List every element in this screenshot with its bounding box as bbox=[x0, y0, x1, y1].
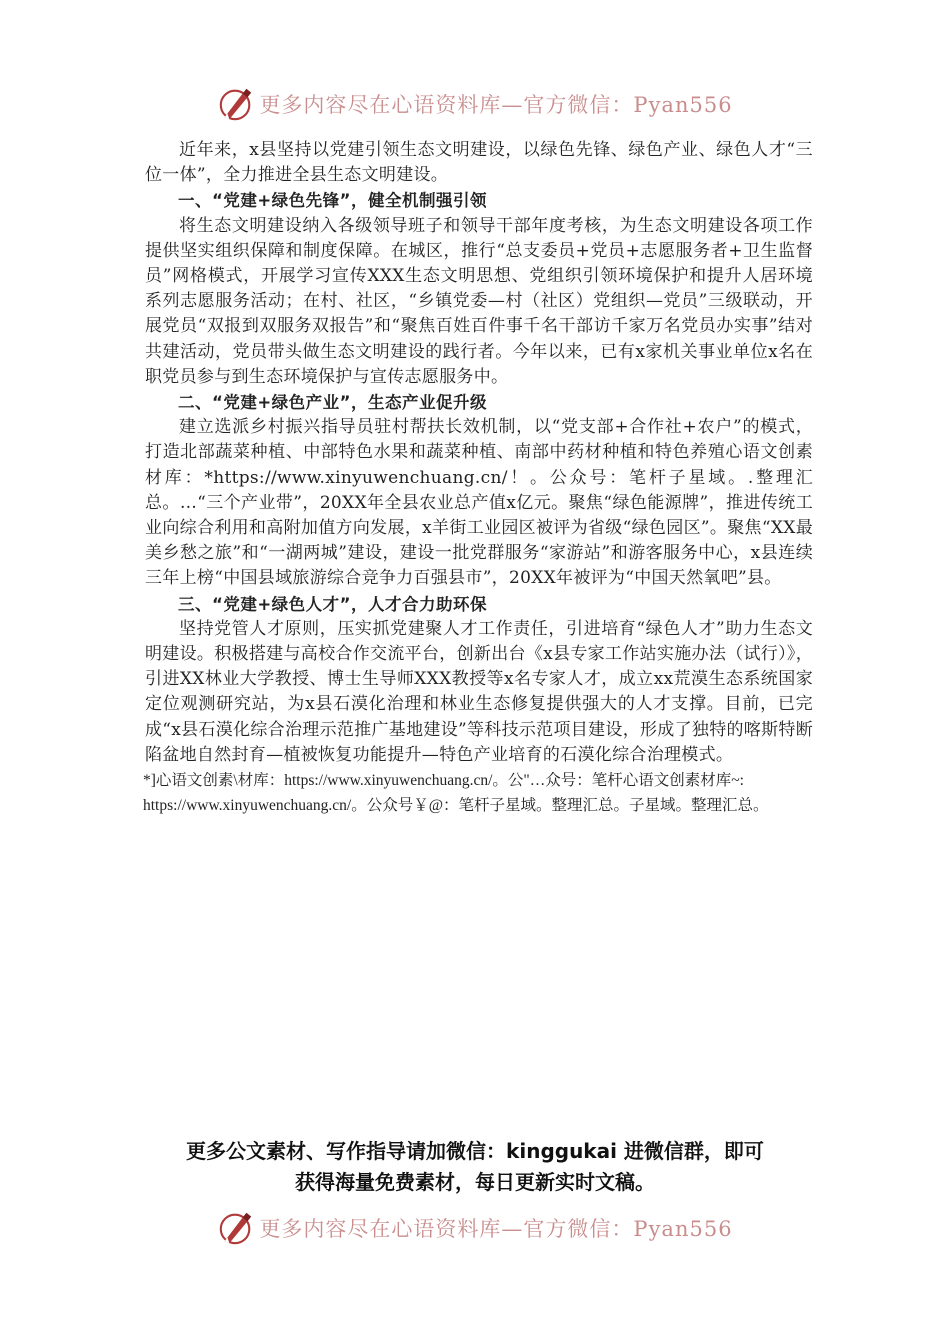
section-2-body: 建立选派乡村振兴指导员驻村帮扶长效机制，以“党支部+合作社+农户”的模式，打造北部蔬菜种植、中部特色水果和蔬菜种植、南部中药材种植和特色养殖心语文创素材库：*https://www.xinyuwenchuang.cn/！。公众号：笔杆子星域。.整理汇总。…“三个产业带”，20XX年全县农业总产值x亿元。聚焦“绿色能源牌”，推进传统工业向综合利用和高附加值方向发展，x羊街工业园区被评为省级“绿色园区”。聚焦“XX最美乡愁之旅”和“一湖两城”建设，建设一批党群服务“家游站”和游客服务中心，x县连续三年上榜“中国县域旅游综合竞争力百强县市”，20XX年被评为“中国天然氧吧”县。 bbox=[145, 417, 813, 589]
promo-line-1: 更多公文素材、写作指导请加微信：kinggukai 进微信群，即可 bbox=[186, 1139, 764, 1163]
header-banner bbox=[0, 82, 950, 126]
promo-block bbox=[0, 1136, 950, 1198]
footer-banner-text: 更多内容尽在心语资料库—官方微信：Pyan556 bbox=[259, 1217, 733, 1241]
section-2-heading: 二、“党建+绿色产业”，生态产业促升级 bbox=[178, 393, 488, 413]
section-3-body: 坚持党管人才原则，压实抓党建聚人才工作责任，引进培育“绿色人才”助力生态文明建设。积极搭建与高校合作交流平台，创新出台《x县专家工作站实施办法（试行）》，引进XX林业大学教授、博士生导师XXX教授等x名专家人才，成立xx荒漠生态系统国家定位观测研究站，为x县石漠化治理和林业生态修复提供强大的人才支撑。目前，已完成“x县石漠化综合治理示范推广基地建设”等科技示范项目建设，形成了独特的喀斯特断陷盆地自然封育—植被恢复功能提升—特色产业培育的石漠化综合治理模式。 bbox=[145, 618, 813, 765]
footnote-line-2: https://www.xinyuwenchuang.cn/。公众号￥@：笔杆子星域。整理汇总。子星域。整理汇总。 bbox=[143, 797, 769, 815]
footer-banner bbox=[0, 1206, 950, 1250]
pen-logo-icon bbox=[217, 85, 255, 123]
footnote-line-1: *]心语文创素\材库：https://www.xinyuwenchuang.cn/。公"…众号：笔杆心语文创素材库~: bbox=[143, 772, 744, 790]
intro-paragraph: 近年来，x县坚持以党建引领生态文明建设，以绿色先锋、绿色产业、绿色人才“三位一体”，全力推进全县生态文明建设。 bbox=[145, 140, 813, 186]
section-1-heading: 一、“党建+绿色先锋”，健全机制强引领 bbox=[178, 191, 488, 211]
section-3-heading: 三、“党建+绿色人才”，人才合力助环保 bbox=[178, 594, 488, 614]
pen-logo-icon bbox=[217, 1209, 255, 1247]
promo-line-2: 获得海量免费素材，每日更新实时文稿。 bbox=[295, 1170, 655, 1194]
document-body bbox=[145, 138, 813, 818]
section-1-body: 将生态文明建设纳入各级领导班子和领导干部年度考核，为生态文明建设各项工作提供坚实组织保障和制度保障。在城区，推行“总支委员+党员+志愿服务者+卫生监督员”网格模式，开展学习宣传XXX生态文明思想、党组织引领环境保护和提升人居环境系列志愿服务活动；在村、社区，“乡镇党委—村（社区）党组织—党员”三级联动，开展党员“双报到双服务双报告”和“聚焦百姓百件事千名干部访千家万名党员办实事”结对共建活动，党员带头做生态文明建设的践行者。今年以来，已有x家机关事业单位x名在职党员参与到生态环境保护与宣传志愿服务中。 bbox=[145, 215, 813, 387]
header-banner-text: 更多内容尽在心语资料库—官方微信：Pyan556 bbox=[259, 93, 733, 117]
